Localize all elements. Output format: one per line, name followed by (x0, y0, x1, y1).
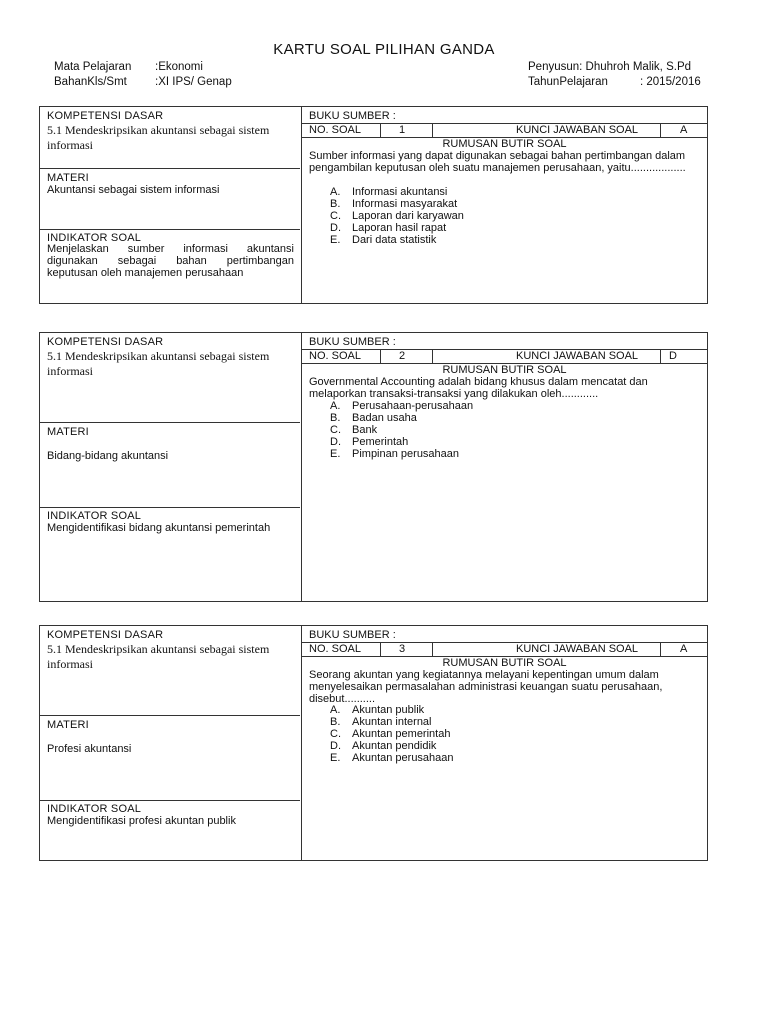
materi-section (40, 169, 300, 230)
kompetensi-text: 5.1 Mendeskripsikan akuntansi sebagai sistem informasi (47, 349, 270, 378)
indikator-section (40, 508, 300, 603)
option-item: A. Perusahaan-perusahaan (330, 400, 474, 412)
option-item: C. Bank (330, 424, 378, 436)
indikator-section (40, 230, 300, 305)
kompetensi-text: 5.1 Mendeskripsikan akuntansi sebagai sistem informasi (47, 123, 270, 152)
indikator-label: INDIKATOR SOAL (47, 232, 142, 244)
option-item: D. Pemerintah (330, 436, 409, 448)
indikator-label: INDIKATOR SOAL (47, 803, 142, 815)
kunci-value: A (680, 643, 688, 655)
kompetensi-label: KOMPETENSI DASAR (47, 336, 164, 348)
indikator-text: Menjelaskan sumber informasi akuntansi digunakan sebagai bahan pertimbangan keputusan oleh manajemen perusahaan (47, 243, 294, 279)
materi-text: Akuntansi sebagai sistem informasi (47, 184, 220, 196)
option-item: E. Dari data statistik (330, 234, 437, 246)
penyusun: Penyusun: Dhuhroh Malik, S.Pd (528, 61, 692, 73)
kompetensi-label: KOMPETENSI DASAR (47, 629, 164, 641)
rumusan-label: RUMUSAN BUTIR SOAL (442, 657, 567, 669)
no-soal-label: NO. SOAL (309, 350, 361, 362)
question-card-3 (39, 625, 708, 861)
kelas-value: :XI IPS/ Genap (155, 76, 232, 88)
option-item: A. Akuntan publik (330, 704, 425, 716)
kunci-label: KUNCI JAWABAN SOAL (516, 350, 639, 362)
card-right-column (302, 626, 707, 860)
indikator-label: INDIKATOR SOAL (47, 510, 142, 522)
soal-info-row (302, 349, 707, 364)
kompetensi-label: KOMPETENSI DASAR (47, 110, 164, 122)
kunci-value: D (669, 350, 677, 362)
buku-sumber-label: BUKU SUMBER : (309, 110, 396, 122)
kompetensi-section (40, 107, 300, 169)
materi-text: Profesi akuntansi (47, 743, 132, 755)
rumusan-label: RUMUSAN BUTIR SOAL (442, 364, 567, 376)
option-item: B. Badan usaha (330, 412, 417, 424)
kunci-value: A (680, 124, 688, 136)
card-left-column (40, 333, 302, 601)
option-item: A. Informasi akuntansi (330, 186, 448, 198)
indikator-text: Mengidentifikasi profesi akuntan publik (47, 815, 236, 827)
buku-sumber-label: BUKU SUMBER : (309, 629, 396, 641)
card-left-column (40, 107, 302, 303)
materi-section (40, 716, 300, 801)
no-soal-label: NO. SOAL (309, 643, 361, 655)
option-item: D. Laporan hasil rapat (330, 222, 447, 234)
option-item: E. Pimpinan perusahaan (330, 448, 460, 460)
kelas-label: BahanKls/Smt (54, 76, 127, 88)
no-soal-value: 1 (399, 124, 406, 136)
kompetensi-text: 5.1 Mendeskripsikan akuntansi sebagai sistem informasi (47, 642, 270, 671)
card-right-column (302, 333, 707, 601)
kompetensi-section (40, 626, 300, 716)
indikator-section (40, 801, 300, 862)
option-item: E. Akuntan perusahaan (330, 752, 454, 764)
question-text: Governmental Accounting adalah bidang khusus dalam mencatat dan melaporkan transaksi-transaksi yang dilakukan oleh............ (309, 376, 648, 400)
option-item: C. Laporan dari karyawan (330, 210, 464, 222)
materi-text: Bidang-bidang akuntansi (47, 450, 169, 462)
rumusan-label: RUMUSAN BUTIR SOAL (442, 138, 567, 150)
card-left-column (40, 626, 302, 860)
indikator-text: Mengidentifikasi bidang akuntansi pemerintah (47, 522, 271, 534)
question-card-2 (39, 332, 708, 602)
materi-section (40, 423, 300, 508)
page-title: KARTU SOAL PILIHAN GANDA (273, 41, 495, 58)
materi-label: MATERI (47, 719, 89, 731)
soal-info-row (302, 123, 707, 138)
option-list (330, 186, 464, 246)
option-list (330, 704, 454, 764)
option-list (330, 400, 473, 460)
question-text: Seorang akuntan yang kegiatannya melayani kepentingan umum dalam menyelesaikan permasalahan administrasi keuangan suatu perusahaan, disebut.......... (309, 669, 663, 705)
mapel-label: Mata Pelajaran (54, 61, 132, 73)
no-soal-value: 3 (399, 643, 406, 655)
materi-label: MATERI (47, 426, 89, 438)
kunci-label: KUNCI JAWABAN SOAL (516, 124, 639, 136)
tahun-label: TahunPelajaran (528, 76, 608, 88)
question-text: Sumber informasi yang dapat digunakan sebagai bahan pertimbangan dalam pengambilan keputusan oleh suatu manajemen perusahaan, yaitu.................. (309, 150, 686, 174)
kunci-label: KUNCI JAWABAN SOAL (516, 643, 639, 655)
option-item: D. Akuntan pendidik (330, 740, 437, 752)
soal-info-row (302, 642, 707, 657)
tahun-value: : 2015/2016 (640, 76, 701, 88)
question-card-1 (39, 106, 708, 304)
option-item: B. Akuntan internal (330, 716, 432, 728)
card-right-column (302, 107, 707, 303)
materi-label: MATERI (47, 172, 89, 184)
buku-sumber-label: BUKU SUMBER : (309, 336, 396, 348)
no-soal-value: 2 (399, 350, 406, 362)
mapel-value: :Ekonomi (155, 61, 203, 73)
no-soal-label: NO. SOAL (309, 124, 361, 136)
kompetensi-section (40, 333, 300, 423)
option-item: B. Informasi masyarakat (330, 198, 458, 210)
option-item: C. Akuntan pemerintah (330, 728, 451, 740)
